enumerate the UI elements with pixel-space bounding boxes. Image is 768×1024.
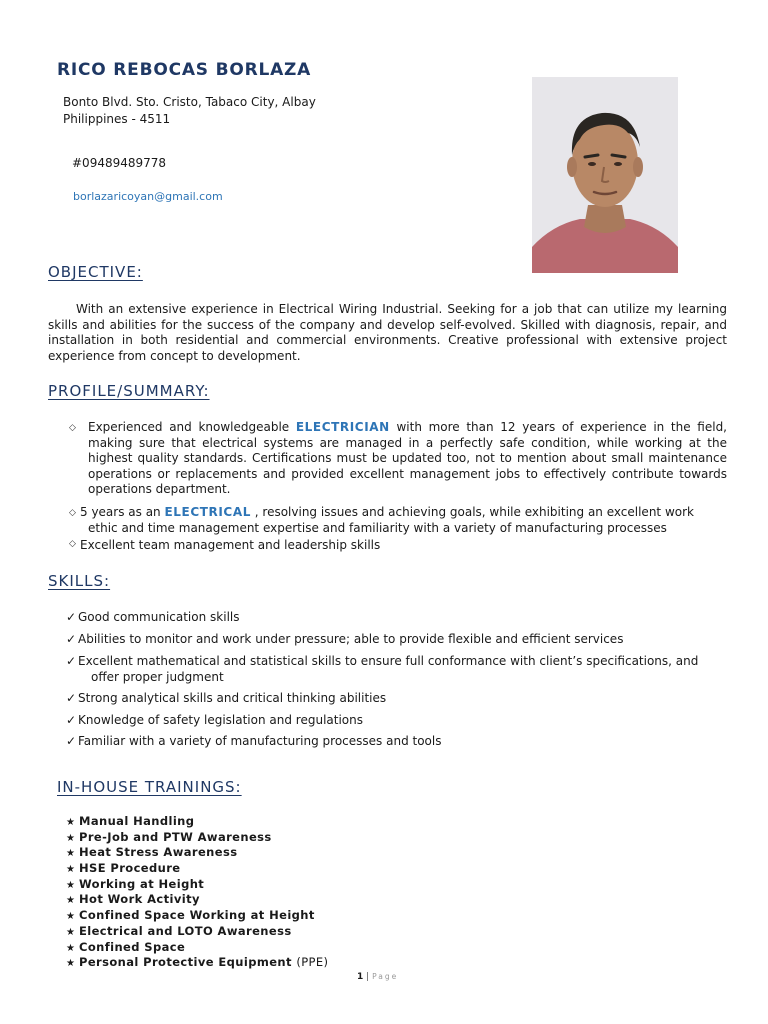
training-text: Personal Protective Equipment [79,955,297,970]
training-item [66,940,328,956]
skill-item [66,713,363,727]
address-line-2: Philippines - 4511 [63,112,171,126]
skill-text: Abilities to monitor and work under pressure; able to provide flexible and efficient services [78,632,624,646]
skill-item [66,691,386,705]
profile-item-text: Experienced and knowledgeable [88,420,296,434]
skill-text: Knowledge of safety legislation and regulations [78,713,363,727]
skill-item [66,610,239,624]
training-suffix: (PPE) [296,955,329,970]
profile-summary-heading: PROFILE/SUMMARY: [48,382,210,400]
checkmark-icon: ✓ [66,610,77,624]
profile-item [67,538,380,552]
applicant-photo [532,77,678,273]
address [63,94,316,128]
diamond-outline-icon: ◇ [69,508,76,518]
training-item [66,955,328,971]
training-item [66,830,328,846]
profile-item [67,505,727,536]
applicant-name: RICO REBOCAS BORLAZA [57,60,312,80]
profile-list [67,420,727,498]
profile-item-text: 5 years as an [80,505,165,519]
profile-item-text: with more than 12 years of experience in the field, making sure that electrical systems are managed in a perfectly safe condition, while working at the highest quality standards. Certifications must be updated too, not to mention about small maintenance operations or replacements and provided excellent management jobs to effectively contribute towards operations department. [88,420,728,497]
training-text: Heat Stress Awareness [79,845,238,860]
trainings-heading: IN-HOUSE TRAININGS: [57,778,242,796]
training-item [66,877,328,893]
checkmark-icon: ✓ [66,691,77,705]
checkmark-icon: ✓ [66,632,77,646]
highlight-electrician: ELECTRICIAN [295,420,390,434]
profile-item-text: Excellent team management and leadership skills [80,538,381,552]
training-text: Hot Work Activity [79,892,200,907]
email-link[interactable]: borlazaricoyan@gmail.com [73,190,223,203]
star-icon: ★ [66,895,76,907]
trainings-list [66,814,328,971]
training-text: HSE Procedure [79,861,181,876]
profile-item-line [67,505,727,521]
diamond-outline-icon: ◇ [69,539,76,549]
training-item [66,861,328,877]
star-icon: ★ [66,832,76,844]
training-text: Electrical and LOTO Awareness [79,923,292,938]
page-footer [357,972,398,982]
skill-item [66,632,623,646]
training-item [66,845,328,861]
skill-text: Strong analytical skills and critical thinking abilities [78,691,387,705]
objective-text: With an extensive experience in Electrical Wiring Industrial. Seeking for a job that can utilize my learning skills and abilities for the success of the company and develop self-evolved. Skilled with diagnosis, repair, and installation in both residential and commercial environments. Creative professional with extensive project experience from concept to development. [48,302,727,363]
star-icon: ★ [66,958,76,970]
skill-item [66,654,698,668]
star-icon: ★ [66,911,76,923]
address-line-1: Bonto Blvd. Sto. Cristo, Tabaco City, Albay [63,95,316,109]
portrait-illustration [532,77,678,273]
skill-item [66,734,441,748]
training-item [66,892,328,908]
phone-number: #09489489778 [72,156,167,170]
star-icon: ★ [66,926,76,938]
training-text: Confined Space [79,939,186,954]
star-icon: ★ [66,817,76,828]
skill-item-continuation: offer proper judgment [91,670,224,684]
skills-heading: SKILLS: [48,572,111,590]
training-item [66,908,328,924]
star-icon: ★ [66,848,76,860]
profile-item [67,420,727,498]
checkmark-icon: ✓ [66,734,77,748]
skill-text: Good communication skills [78,610,240,624]
training-text: Working at Height [79,876,205,891]
training-text: Pre-Job and PTW Awareness [79,829,272,844]
objective-heading: OBJECTIVE: [48,263,143,281]
page-separator: | [366,972,370,982]
star-icon: ★ [66,942,76,954]
training-item [66,814,328,830]
diamond-outline-icon: ◇ [69,423,76,433]
training-text: Confined Space Working at Height [79,908,315,923]
highlight-electrical: ELECTRICAL [164,505,251,519]
training-text: Manual Handling [79,814,195,828]
skill-text: Excellent mathematical and statistical skills to ensure full conformance with client’s specifications, and [78,654,699,668]
checkmark-icon: ✓ [66,654,77,668]
profile-item-text: , resolving issues and achieving goals, while exhibiting an excellent work [250,505,694,519]
checkmark-icon: ✓ [66,713,77,727]
star-icon: ★ [66,864,76,876]
skill-text: Familiar with a variety of manufacturing processes and tools [78,734,442,748]
page-label: Page [372,972,399,981]
training-item [66,924,328,940]
profile-item-line: ethic and time management expertise and familiarity with a variety of manufacturing processes [88,520,667,535]
page-number: 1 [357,972,364,982]
star-icon: ★ [66,879,76,891]
